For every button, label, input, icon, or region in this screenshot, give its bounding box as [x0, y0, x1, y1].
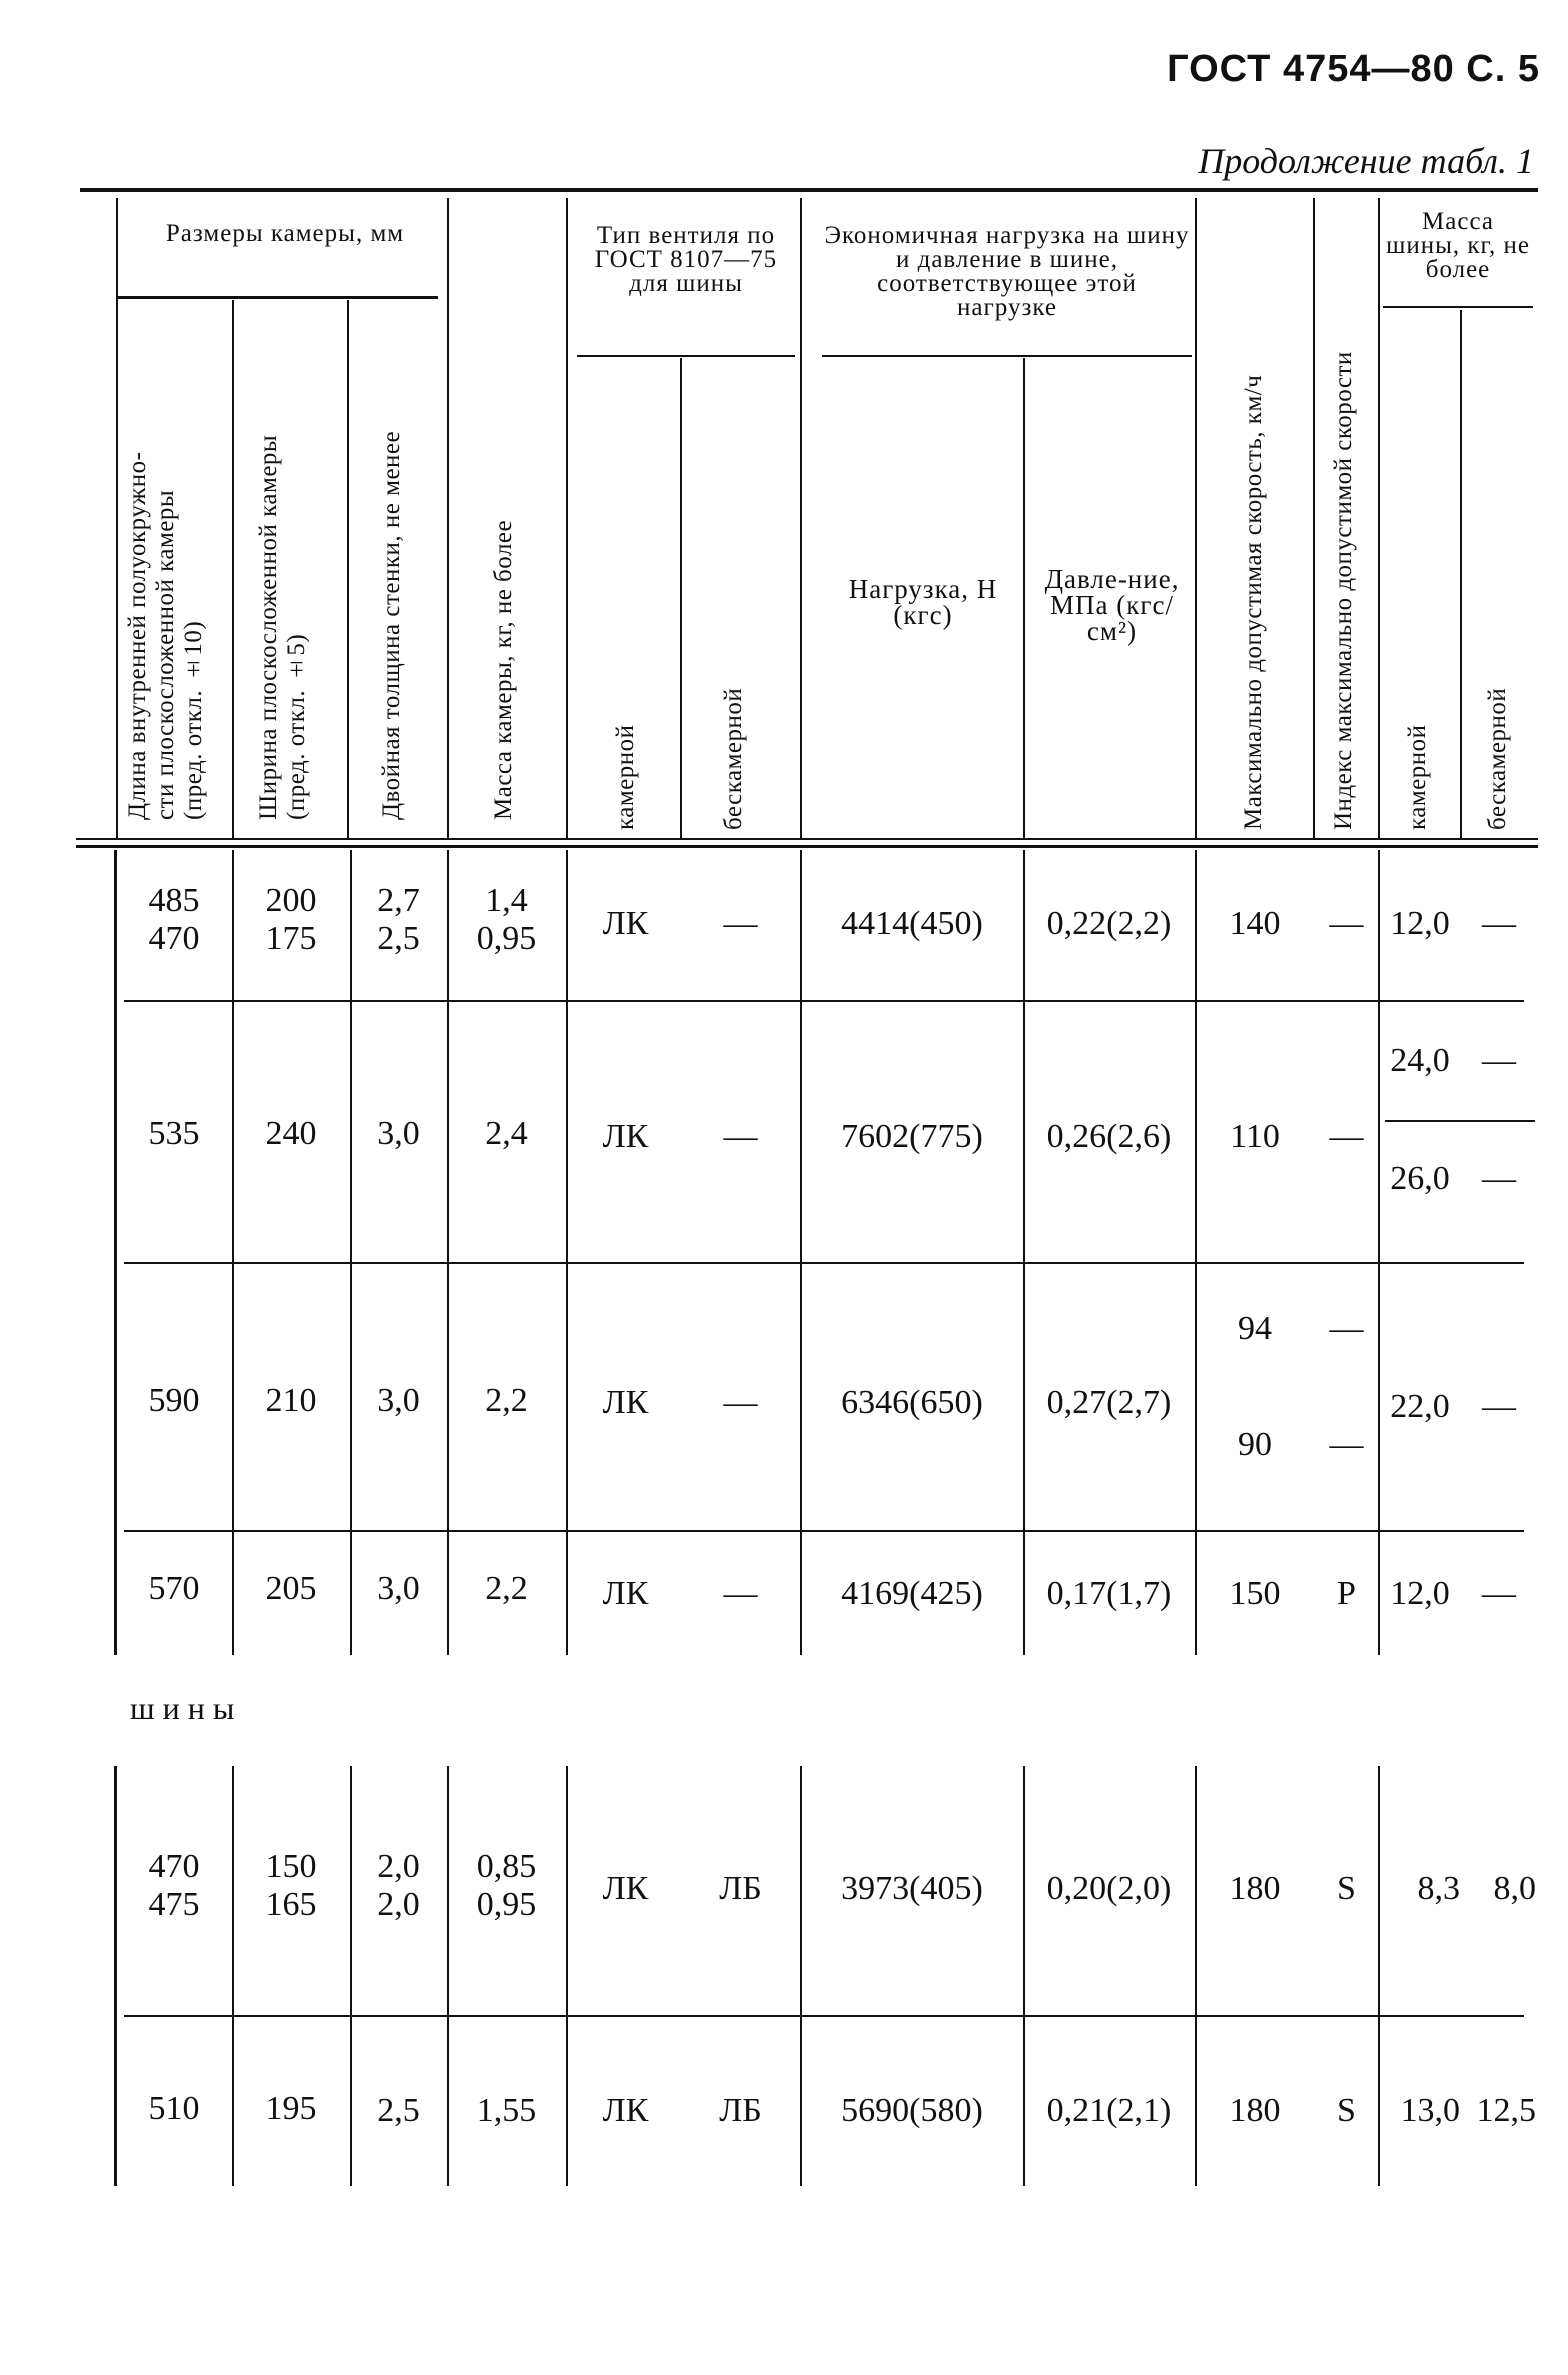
table-cell-tire-mass: 26,0: [1390, 1160, 1450, 1197]
table-cell-tire-mass-tubeless: —: [1482, 905, 1516, 942]
header-bottom-rule: [76, 838, 1538, 840]
header-tire-mass: Масса шины, кг, не более: [1386, 208, 1530, 283]
table-cell-width: 150 165: [265, 1848, 317, 1923]
header-valve-tube: камерной: [612, 724, 639, 830]
table-cell-speed: 150: [1229, 1575, 1281, 1612]
table-cell-speed-index: —: [1329, 905, 1364, 942]
table-cell-length: 535: [148, 1115, 200, 1152]
table-cell-speed-index: P: [1337, 1575, 1356, 1612]
table-cell-width: 205: [265, 1570, 317, 1607]
table-cell-speed: 90: [1238, 1426, 1272, 1463]
table-cell-tube-mass: 2,2: [485, 1570, 528, 1607]
table-cell-load: 6346(650): [841, 1384, 983, 1421]
header-subrule: [118, 296, 438, 299]
row-separator: [124, 2015, 1524, 2017]
table-cell-load: 5690(580): [841, 2092, 983, 2129]
header-valve-type: Тип вентиля по ГОСТ 8107—75 для шины: [594, 222, 778, 297]
table-cell-tire-mass: 8,3: [1417, 1870, 1460, 1907]
header-tube-mass: Масса камеры, кг, не более: [490, 519, 517, 820]
col-divider: [566, 850, 568, 1655]
header-subrule: [1383, 306, 1533, 308]
table-cell-pressure: 0,21(2,1): [1046, 2092, 1172, 2129]
table-cell-valve-tubeless: ЛБ: [719, 2092, 762, 2129]
table-cell-length: 470 475: [148, 1848, 200, 1923]
table-cell-thickness: 2,7 2,5: [377, 882, 420, 957]
col-divider: [800, 850, 802, 1655]
table-cell-valve: ЛК: [602, 1575, 649, 1612]
table-cell-speed-index: S: [1337, 2092, 1356, 2129]
table-cell-width: 200 175: [265, 882, 317, 957]
table-cell-load: 4414(450): [841, 905, 983, 942]
table-cell-tire-mass-tubeless: —: [1482, 1160, 1516, 1197]
table-cell-tube-mass: 2,2: [485, 1382, 528, 1419]
table-cell-pressure: 0,22(2,2): [1046, 905, 1172, 942]
header-mass-tubeless: бескамерной: [1484, 687, 1511, 830]
col-divider: [447, 198, 449, 838]
table-cell-speed-index: —: [1329, 1118, 1364, 1155]
col-divider: [1378, 198, 1380, 838]
col-divider: [114, 850, 117, 1655]
col-divider: [350, 850, 352, 1655]
table-cell-valve: ЛК: [602, 905, 649, 942]
header-wall-thickness: Двойная толщина стенки, не менее: [378, 430, 405, 820]
col-divider: [447, 850, 449, 1655]
section-title: шины: [130, 1690, 243, 1726]
header-flat-width: Ширина плоскосложенной камеры (пред. откл. ±5): [255, 434, 310, 820]
table-cell-width: 210: [265, 1382, 317, 1419]
table-continuation-label: Продолжение табл. 1: [1198, 141, 1534, 181]
header-pressure: Давле-ние, МПа (кгс/см²): [1044, 564, 1180, 646]
table-cell-valve-tubeless: ЛБ: [719, 1870, 762, 1907]
table-cell-length: 485 470: [148, 882, 200, 957]
header-subrule: [577, 355, 795, 357]
table-cell-speed-index: —: [1329, 1426, 1364, 1463]
table-cell-width: 195: [265, 2090, 317, 2127]
table-cell-pressure: 0,17(1,7): [1046, 1575, 1172, 1612]
col-divider: [1460, 310, 1462, 838]
table-cell-speed: 180: [1229, 2092, 1281, 2129]
table-cell-valve: ЛК: [602, 2092, 649, 2129]
table-cell-speed: 180: [1229, 1870, 1281, 1907]
table-cell-tube-mass: 1,55: [476, 2092, 537, 2129]
col-divider: [1378, 850, 1380, 1655]
table-cell-thickness: 2,5: [377, 2092, 420, 2129]
table-cell-valve-tubeless: —: [723, 1384, 758, 1421]
header-mass-tube: камерной: [1404, 724, 1431, 830]
col-divider: [116, 198, 118, 838]
table-cell-tube-mass: 0,85 0,95: [476, 1848, 537, 1923]
table-cell-speed: 140: [1229, 905, 1281, 942]
table-cell-valve-tubeless: —: [723, 1118, 758, 1155]
table-cell-pressure: 0,26(2,6): [1046, 1118, 1172, 1155]
row-separator: [124, 1262, 1524, 1264]
col-divider: [232, 850, 234, 1655]
table-cell-valve: ЛК: [602, 1870, 649, 1907]
table-cell-load: 3973(405): [841, 1870, 983, 1907]
header-load: Нагрузка, Н (кгс): [848, 574, 998, 630]
col-divider: [1195, 850, 1197, 1655]
col-divider: [232, 300, 234, 838]
document-code: ГОСТ 4754—80 С. 5: [1167, 48, 1540, 90]
table-cell-valve: ЛК: [602, 1384, 649, 1421]
table-cell-width: 240: [265, 1115, 317, 1152]
col-divider: [566, 198, 568, 838]
row-separator: [1385, 1120, 1535, 1122]
header-bottom-rule: [76, 845, 1538, 848]
table-cell-tire-mass-tubeless: —: [1482, 1042, 1516, 1079]
table-cell-tire-mass: 22,0: [1390, 1388, 1450, 1425]
table-cell-pressure: 0,27(2,7): [1046, 1384, 1172, 1421]
table-cell-tire-mass: 12,0: [1390, 1575, 1450, 1612]
table-cell-valve: ЛК: [602, 1118, 649, 1155]
table-cell-thickness: 3,0: [377, 1382, 420, 1419]
table-cell-length: 570: [148, 1570, 200, 1607]
table-cell-tire-mass-tubeless: 12,5: [1476, 2092, 1536, 2129]
table-cell-thickness: 3,0: [377, 1115, 420, 1152]
table-cell-speed-index: —: [1329, 1310, 1364, 1347]
table-cell-valve-tubeless: —: [723, 1575, 758, 1612]
table-cell-tire-mass: 13,0: [1400, 2092, 1460, 2129]
table-cell-length: 590: [148, 1382, 200, 1419]
col-divider: [1023, 850, 1025, 1655]
col-divider: [1023, 358, 1025, 838]
col-divider: [1195, 198, 1197, 838]
table-cell-pressure: 0,20(2,0): [1046, 1870, 1172, 1907]
col-divider: [680, 358, 682, 838]
header-subrule: [822, 355, 1192, 357]
col-divider: [1313, 198, 1315, 838]
table-cell-load: 4169(425): [841, 1575, 983, 1612]
table-cell-speed: 94: [1238, 1310, 1272, 1347]
header-inner-length: Длина внутренней полуокружно- сти плоскосложенной камеры (пред. откл. ±10): [124, 451, 207, 820]
table-cell-tire-mass: 24,0: [1390, 1042, 1450, 1079]
table-cell-tire-mass: 12,0: [1390, 905, 1450, 942]
table-cell-length: 510: [148, 2090, 200, 2127]
table-cell-tire-mass-tubeless: 8,0: [1493, 1870, 1536, 1907]
row-separator: [124, 1530, 1524, 1532]
header-tube-dimensions: Размеры камеры, мм: [165, 220, 405, 247]
table-top-rule: [80, 188, 1538, 192]
col-divider: [800, 198, 802, 838]
col-divider: [347, 300, 349, 838]
table-cell-valve-tubeless: —: [723, 905, 758, 942]
table-cell-thickness: 2,0 2,0: [377, 1848, 420, 1923]
header-valve-tubeless: бескамерной: [720, 687, 747, 830]
header-max-speed: Максимально допустимая скорость, км/ч: [1240, 374, 1267, 830]
row-separator: [124, 1000, 1524, 1002]
table-cell-tube-mass: 2,4: [485, 1115, 528, 1152]
header-speed-index: Индекс максимально допустимой скорости: [1330, 351, 1357, 830]
table-cell-speed-index: S: [1337, 1870, 1356, 1907]
table-cell-load: 7602(775): [841, 1118, 983, 1155]
table-cell-speed: 110: [1230, 1118, 1280, 1155]
table-cell-tire-mass-tubeless: —: [1482, 1388, 1516, 1425]
col-divider: [114, 1766, 117, 2186]
table-cell-tube-mass: 1,4 0,95: [476, 882, 537, 957]
header-economic-load: Экономичная нагрузка на шину и давление в шине, соответствующее этой нагрузке: [824, 222, 1190, 321]
table-cell-thickness: 3,0: [377, 1570, 420, 1607]
table-cell-tire-mass-tubeless: —: [1482, 1575, 1516, 1612]
